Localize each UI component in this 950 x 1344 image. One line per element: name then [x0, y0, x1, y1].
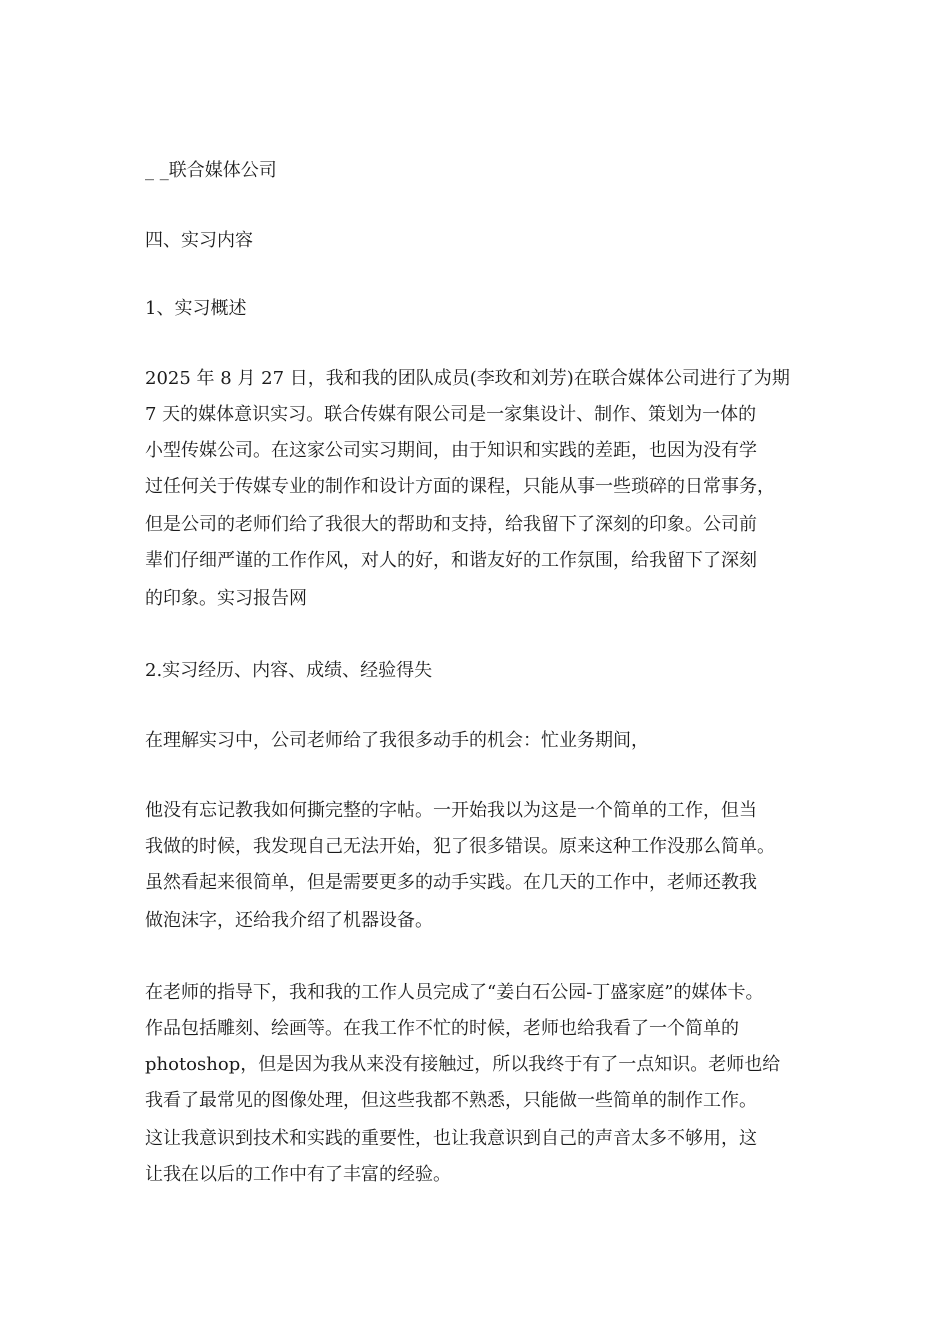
text-line: 做泡沫字，还给我介绍了机器设备。	[145, 910, 433, 931]
experience-intro: 在理解实习中，公司老师给了我很多动手的机会：忙业务期间，	[145, 730, 649, 751]
company-line: _ _联合媒体公司	[145, 160, 277, 181]
text-line: photoshop，但是因为我从来没有接触过，所以我终于有了一点知识。老师也给	[145, 1054, 781, 1075]
text-line: 我看了最常见的图像处理，但这些我都不熟悉，只能做一些简单的制作工作。	[145, 1090, 757, 1111]
text-line: 我做的时候，我发现自己无法开始，犯了很多错误。原来这种工作没那么简单。	[145, 836, 775, 857]
text-line: 作品包括雕刻、绘画等。在我工作不忙的时候，老师也给我看了一个简单的	[145, 1018, 739, 1039]
text-line: 在老师的指导下，我和我的工作人员完成了“姜白石公园-丁盛家庭”的媒体卡。	[145, 982, 764, 1003]
subheading-overview: 1、实习概述	[145, 298, 247, 319]
text-line: 这让我意识到技术和实践的重要性，也让我意识到自己的声音太多不够用，这	[145, 1128, 757, 1149]
text-line: 但是公司的老师们给了我很大的帮助和支持，给我留下了深刻的印象。公司前	[145, 514, 757, 535]
section-heading: 四、实习内容	[145, 230, 253, 251]
text-line: 过任何关于传媒专业的制作和设计方面的课程，只能从事一些琐碎的日常事务，	[145, 476, 775, 497]
text-line: 他没有忘记教我如何撕完整的字帖。一开始我以为这是一个简单的工作，但当	[145, 800, 757, 821]
text-line: 的印象。实习报告网	[145, 588, 307, 609]
text-line: 虽然看起来很简单，但是需要更多的动手实践。在几天的工作中，老师还教我	[145, 872, 757, 893]
text-line: 2025 年 8 月 27 日，我和我的团队成员(李玫和刘芳)在联合媒体公司进行了为期	[145, 368, 790, 389]
text-line: 让我在以后的工作中有了丰富的经验。	[145, 1164, 451, 1185]
subheading-experience: 2.实习经历、内容、成绩、经验得失	[145, 660, 433, 681]
text-line: 7 天的媒体意识实习。联合传媒有限公司是一家集设计、制作、策划为一体的	[145, 404, 757, 425]
text-line: 小型传媒公司。在这家公司实习期间，由于知识和实践的差距，也因为没有学	[145, 440, 757, 461]
text-line: 辈们仔细严谨的工作作风，对人的好，和谐友好的工作氛围，给我留下了深刻	[145, 550, 757, 571]
